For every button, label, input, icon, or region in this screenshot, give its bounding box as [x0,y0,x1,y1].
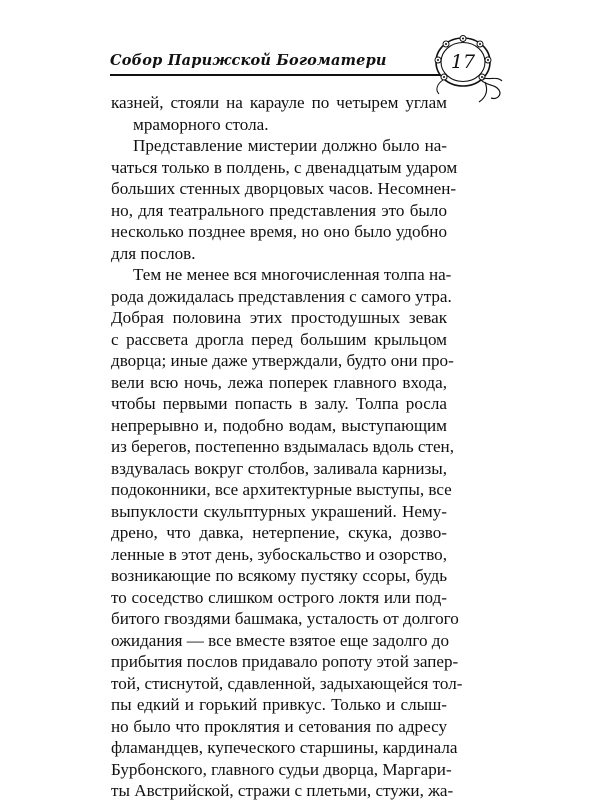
text-line: дворца; иные даже утверждали, будто они про- [111,351,454,370]
text-line: то соседство слишком острого локтя или под- [111,587,447,607]
text-line: пы едкий и горький привкус. Только и слыш- [111,695,447,714]
text-line: больших стенных дворцовых часов. Несомнен- [111,179,457,198]
text-line: Представление мистерии должно было на- [133,136,447,155]
text-line: мраморного стола. [133,114,269,134]
text-line: казней, стояли на карауле по четырем углам [111,93,447,112]
text-line: для послов. [111,243,196,263]
text-line: той, стиснутой, сдавленной, задыхающейся тол- [111,673,463,693]
text-line: но, для театрального представления это было [111,200,447,220]
text-line: прибытия послов придавало ропоту этой запер- [111,652,459,671]
text-line: вздувалась вокруг столбов, заливала карнизы, [111,458,447,478]
header-rule [110,74,440,76]
text-line: чаться только в полдень, с двенадцатым ударом [111,157,458,177]
text-line: Добрая половина этих простодушных зевак [111,308,447,327]
text-line: непрерывно и, подобно водам, выступающим [111,415,447,435]
text-line: но было что проклятия и сетования по адресу [111,716,447,736]
running-head-title: Собор Парижской Богоматери [110,52,387,69]
text-line: ты Австрийской, стражи с плетьми, стужи, жа- [111,781,454,800]
page-number: 17 [450,51,476,73]
text-line: подоконники, все архитектурные выступы, все [111,480,452,499]
text-line: выпуклости скульптурных украшений. Нему- [111,501,447,521]
text-line: ожидания — все вместе взятое еще задолго до [111,630,450,650]
text-line: чтобы первыми попасть в залу. Толпа росла [111,394,447,413]
body-text [111,92,463,802]
text-line: Бурбонского, главного судьи дворца, Маргари- [111,759,452,779]
text-line: ленные в этот день, зубоскальство и озорство, [111,544,447,564]
text-line: из берегов, постепенно вздымалась вдоль стен, [111,437,454,456]
text-line: рода дожидалась представления с самого утра. [111,286,452,306]
text-line: Тем не менее вся многочисленная толпа на- [133,265,452,284]
text-line: с рассвета дрогла перед большим крыльцом [111,329,447,349]
text-line: дрено, что давка, нетерпение, скука, дозво- [111,523,447,542]
text-line: фламандцев, купеческого старшины, кардинала [111,738,458,757]
text-line: возникающие по всякому пустяку ссоры, будь [111,566,447,585]
text-line: вели всю ночь, лежа поперек главного входа, [111,372,447,392]
text-line: несколько позднее время, но оно было удобно [111,222,447,241]
text-line: битого гвоздями башмака, усталость от долгого [111,609,459,628]
